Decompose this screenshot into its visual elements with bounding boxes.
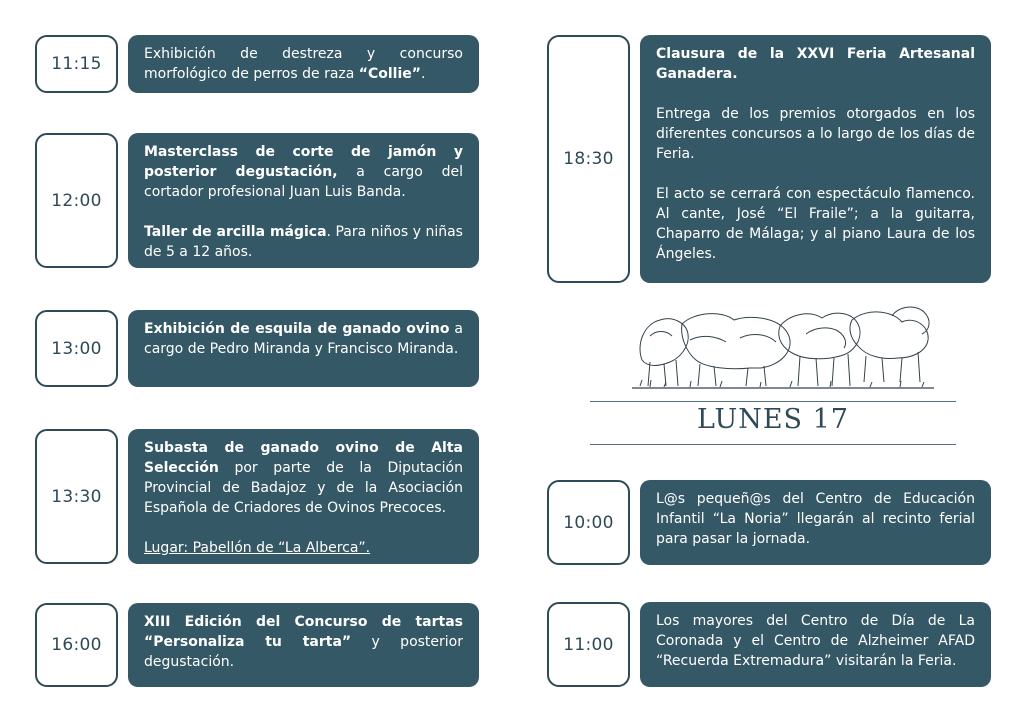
event-text: Exhibición de esquila de ganado ovino xyxy=(144,321,450,337)
event-text: Clausura de la XXVI Feria Artesanal Ganadera. xyxy=(656,46,975,82)
event-text: y posterior degustación. xyxy=(144,634,463,670)
event-text: Subasta de ganado ovino de Alta Selección xyxy=(144,440,463,476)
event-card xyxy=(128,603,479,687)
event-card xyxy=(128,310,479,387)
time-box: 16:00 xyxy=(35,603,118,687)
event-paragraph xyxy=(656,489,975,549)
time-box: 11:00 xyxy=(547,602,630,687)
time-box: 18:30 xyxy=(547,35,630,283)
day-heading: LUNES 17 xyxy=(697,404,849,435)
event-text: . Para niños y niñas de 5 a 12 años. xyxy=(144,224,463,260)
event-text: por parte de la Diputación Provincial de Badajoz y de la Asociación Española de Criadores de Ovinos Precoces. xyxy=(144,460,463,516)
divider xyxy=(590,444,956,445)
time-box: 10:00 xyxy=(547,480,630,565)
event-text: El acto se cerrará con espectáculo flamenco. Al cante, José “El Fraile”; a la guitarra, Chaparro de Málaga; y al piano Laura de los Ángeles. xyxy=(656,186,975,262)
event-paragraph xyxy=(144,44,463,84)
event-paragraph xyxy=(656,44,975,84)
event-card xyxy=(128,133,479,268)
event-text: “Collie” xyxy=(358,66,421,82)
event-text: Lugar: Pabellón de “La Alberca”. xyxy=(144,540,371,556)
event-paragraph xyxy=(144,438,463,518)
time-box: 12:00 xyxy=(35,133,118,268)
event-text: Taller de arcilla mágica xyxy=(144,224,327,240)
event-text: Los mayores del Centro de Día de La Coronada y el Centro de Alzheimer AFAD “Recuerda Extremadura” visitarán la Feria. xyxy=(656,613,975,669)
event-paragraph xyxy=(144,612,463,672)
event-text: . xyxy=(420,66,426,82)
event-paragraph xyxy=(144,538,463,558)
event-paragraph xyxy=(144,142,463,202)
event-card xyxy=(640,35,991,283)
event-card xyxy=(128,429,479,564)
event-paragraph xyxy=(144,222,463,262)
event-text: Masterclass de corte de jamón y posterior degustación, xyxy=(144,144,463,180)
event-paragraph xyxy=(656,184,975,264)
event-paragraph xyxy=(144,319,463,359)
event-paragraph xyxy=(656,104,975,164)
sheep-flock-icon xyxy=(630,300,936,392)
event-text: Entrega de los premios otorgados en los diferentes concursos a lo largo de los días de Feria. xyxy=(656,106,975,162)
event-text: XIII Edición del Concurso de tartas “Personaliza tu tarta” xyxy=(144,614,463,650)
event-text: Exhibición de destreza y concurso morfológico de perros de raza xyxy=(144,46,463,82)
time-box: 13:30 xyxy=(35,429,118,564)
event-text: a cargo del cortador profesional Juan Luis Banda. xyxy=(144,164,463,200)
event-card xyxy=(128,35,479,93)
event-text: a cargo de Pedro Miranda y Francisco Miranda. xyxy=(144,321,463,357)
divider xyxy=(590,401,956,402)
time-box: 13:00 xyxy=(35,310,118,387)
event-text: L@s pequeñ@s del Centro de Educación Infantil “La Noria” llegarán al recinto ferial para pasar la jornada. xyxy=(656,491,975,547)
event-card xyxy=(640,480,991,565)
event-card xyxy=(640,602,991,687)
time-box: 11:15 xyxy=(35,35,118,93)
event-paragraph xyxy=(656,611,975,671)
